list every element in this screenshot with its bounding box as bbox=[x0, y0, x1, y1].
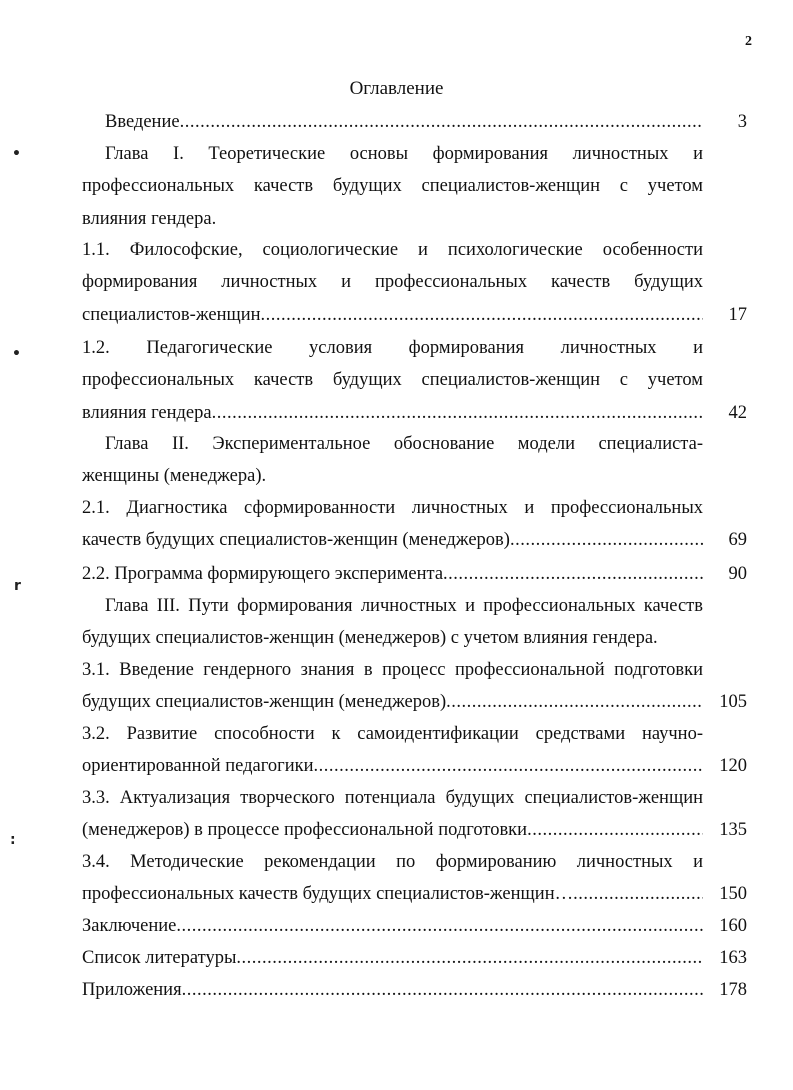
toc-entry-line: 3.2. Развитие способности к самоидентификации средствами научно- bbox=[82, 724, 703, 744]
toc-entry-text: специалистов-женщин bbox=[82, 304, 261, 325]
dot-leader bbox=[443, 562, 703, 586]
toc-entry-line: 1.2. Педагогические условия формирования личностных и bbox=[82, 338, 703, 358]
dot-leader bbox=[176, 914, 703, 938]
toc-page-number: 160 bbox=[719, 916, 747, 936]
toc-entry-line: влияния гендера. bbox=[82, 208, 217, 229]
toc-page-number: 90 bbox=[728, 564, 747, 584]
toc-page-number: 17 bbox=[728, 304, 747, 325]
toc-entry-line bbox=[82, 754, 703, 778]
toc-entry-text: влияния гендера bbox=[82, 402, 212, 423]
toc-entry-line: 1.1. Философские, социологические и психологические особенности bbox=[82, 240, 703, 260]
dot-leader bbox=[180, 110, 703, 134]
dot-leader bbox=[212, 401, 703, 425]
toc-page-number: 105 bbox=[719, 692, 747, 713]
margin-mark-icon: : bbox=[10, 832, 16, 848]
toc-entry-line: Глава III. Пути формирования личностных и профессиональных качеств bbox=[105, 596, 703, 616]
toc-entry-line: формирования личностных и профессиональных качеств будущих bbox=[82, 272, 703, 293]
dot-leader bbox=[261, 303, 703, 327]
dot-leader bbox=[573, 882, 703, 906]
toc-entry-line: Глава I. Теоретические основы формирования личностных и bbox=[105, 144, 703, 164]
dot-leader bbox=[446, 690, 703, 714]
toc-page-number: 135 bbox=[719, 820, 747, 841]
toc-entry-line bbox=[82, 562, 703, 586]
toc-entry-line bbox=[82, 914, 703, 938]
margin-mark-icon: r bbox=[14, 578, 21, 594]
dot-leader bbox=[236, 946, 703, 970]
toc-entry-text: Список литературы bbox=[82, 948, 237, 968]
toc-page-number: 150 bbox=[719, 884, 747, 905]
toc-entry-line bbox=[82, 818, 703, 842]
toc-entry-line bbox=[82, 946, 703, 970]
toc-entry-line: будущих специалистов-женщин (менеджеров) с учетом влияния гендера. bbox=[82, 628, 658, 649]
toc-entry-line: женщины (менеджера). bbox=[82, 466, 267, 487]
toc-entry-line: 2.1. Диагностика сформированности личностных и профессиональных bbox=[82, 498, 703, 518]
toc-entry-line: профессиональных качеств будущих специалистов-женщин с учетом bbox=[82, 370, 703, 391]
toc-entry-line: 3.1. Введение гендерного знания в процесс профессиональной подготовки bbox=[82, 660, 703, 680]
toc-entry-text: Приложения bbox=[82, 980, 182, 1000]
toc-entry-text: профессиональных качеств будущих специалистов-женщин… bbox=[82, 884, 574, 905]
toc-entry-text: будущих специалистов-женщин (менеджеров) bbox=[82, 692, 447, 713]
toc-entry-text: Заключение bbox=[82, 916, 177, 936]
toc-entry-text: 2.2. Программа формирующего эксперимента bbox=[82, 564, 444, 584]
toc-entry-line bbox=[82, 690, 703, 714]
dot-leader bbox=[314, 754, 703, 778]
toc-page-number: 69 bbox=[728, 530, 747, 551]
toc-entry-line bbox=[82, 978, 703, 1002]
toc-page-number: 42 bbox=[728, 402, 747, 423]
page-number: 2 bbox=[745, 34, 752, 49]
margin-mark-icon: • bbox=[12, 146, 21, 162]
margin-mark-icon: • bbox=[12, 346, 21, 362]
toc-page-number: 163 bbox=[719, 948, 747, 968]
dot-leader bbox=[510, 528, 703, 552]
toc-entry-text: качеств будущих специалистов-женщин (менеджеров) bbox=[82, 530, 510, 551]
toc-entry-line bbox=[82, 303, 703, 327]
toc-entry-line: 3.3. Актуализация творческого потенциала будущих специалистов-женщин bbox=[82, 788, 703, 808]
toc-entry-line bbox=[82, 882, 703, 906]
toc-entry-text: (менеджеров) в процессе профессиональной подготовки bbox=[82, 820, 528, 841]
toc-entry-text: Введение bbox=[105, 112, 180, 132]
dot-leader bbox=[527, 818, 703, 842]
toc-page-number: 3 bbox=[737, 112, 747, 132]
toc-entry-line bbox=[82, 401, 703, 425]
toc-entry-line bbox=[105, 110, 703, 134]
toc-page-number: 178 bbox=[719, 980, 747, 1000]
toc-entry-line: Глава II. Экспериментальное обоснование модели специалиста- bbox=[105, 434, 703, 454]
toc-page-number: 120 bbox=[719, 756, 747, 777]
toc-entry-text: ориентированной педагогики bbox=[82, 756, 314, 777]
page-title: Оглавление bbox=[349, 78, 444, 99]
toc-entry-line bbox=[82, 528, 703, 552]
toc-entry-line: профессиональных качеств будущих специалистов-женщин с учетом bbox=[82, 176, 703, 197]
dot-leader bbox=[182, 978, 703, 1002]
toc-entry-line: 3.4. Методические рекомендации по формированию личностных и bbox=[82, 852, 703, 872]
